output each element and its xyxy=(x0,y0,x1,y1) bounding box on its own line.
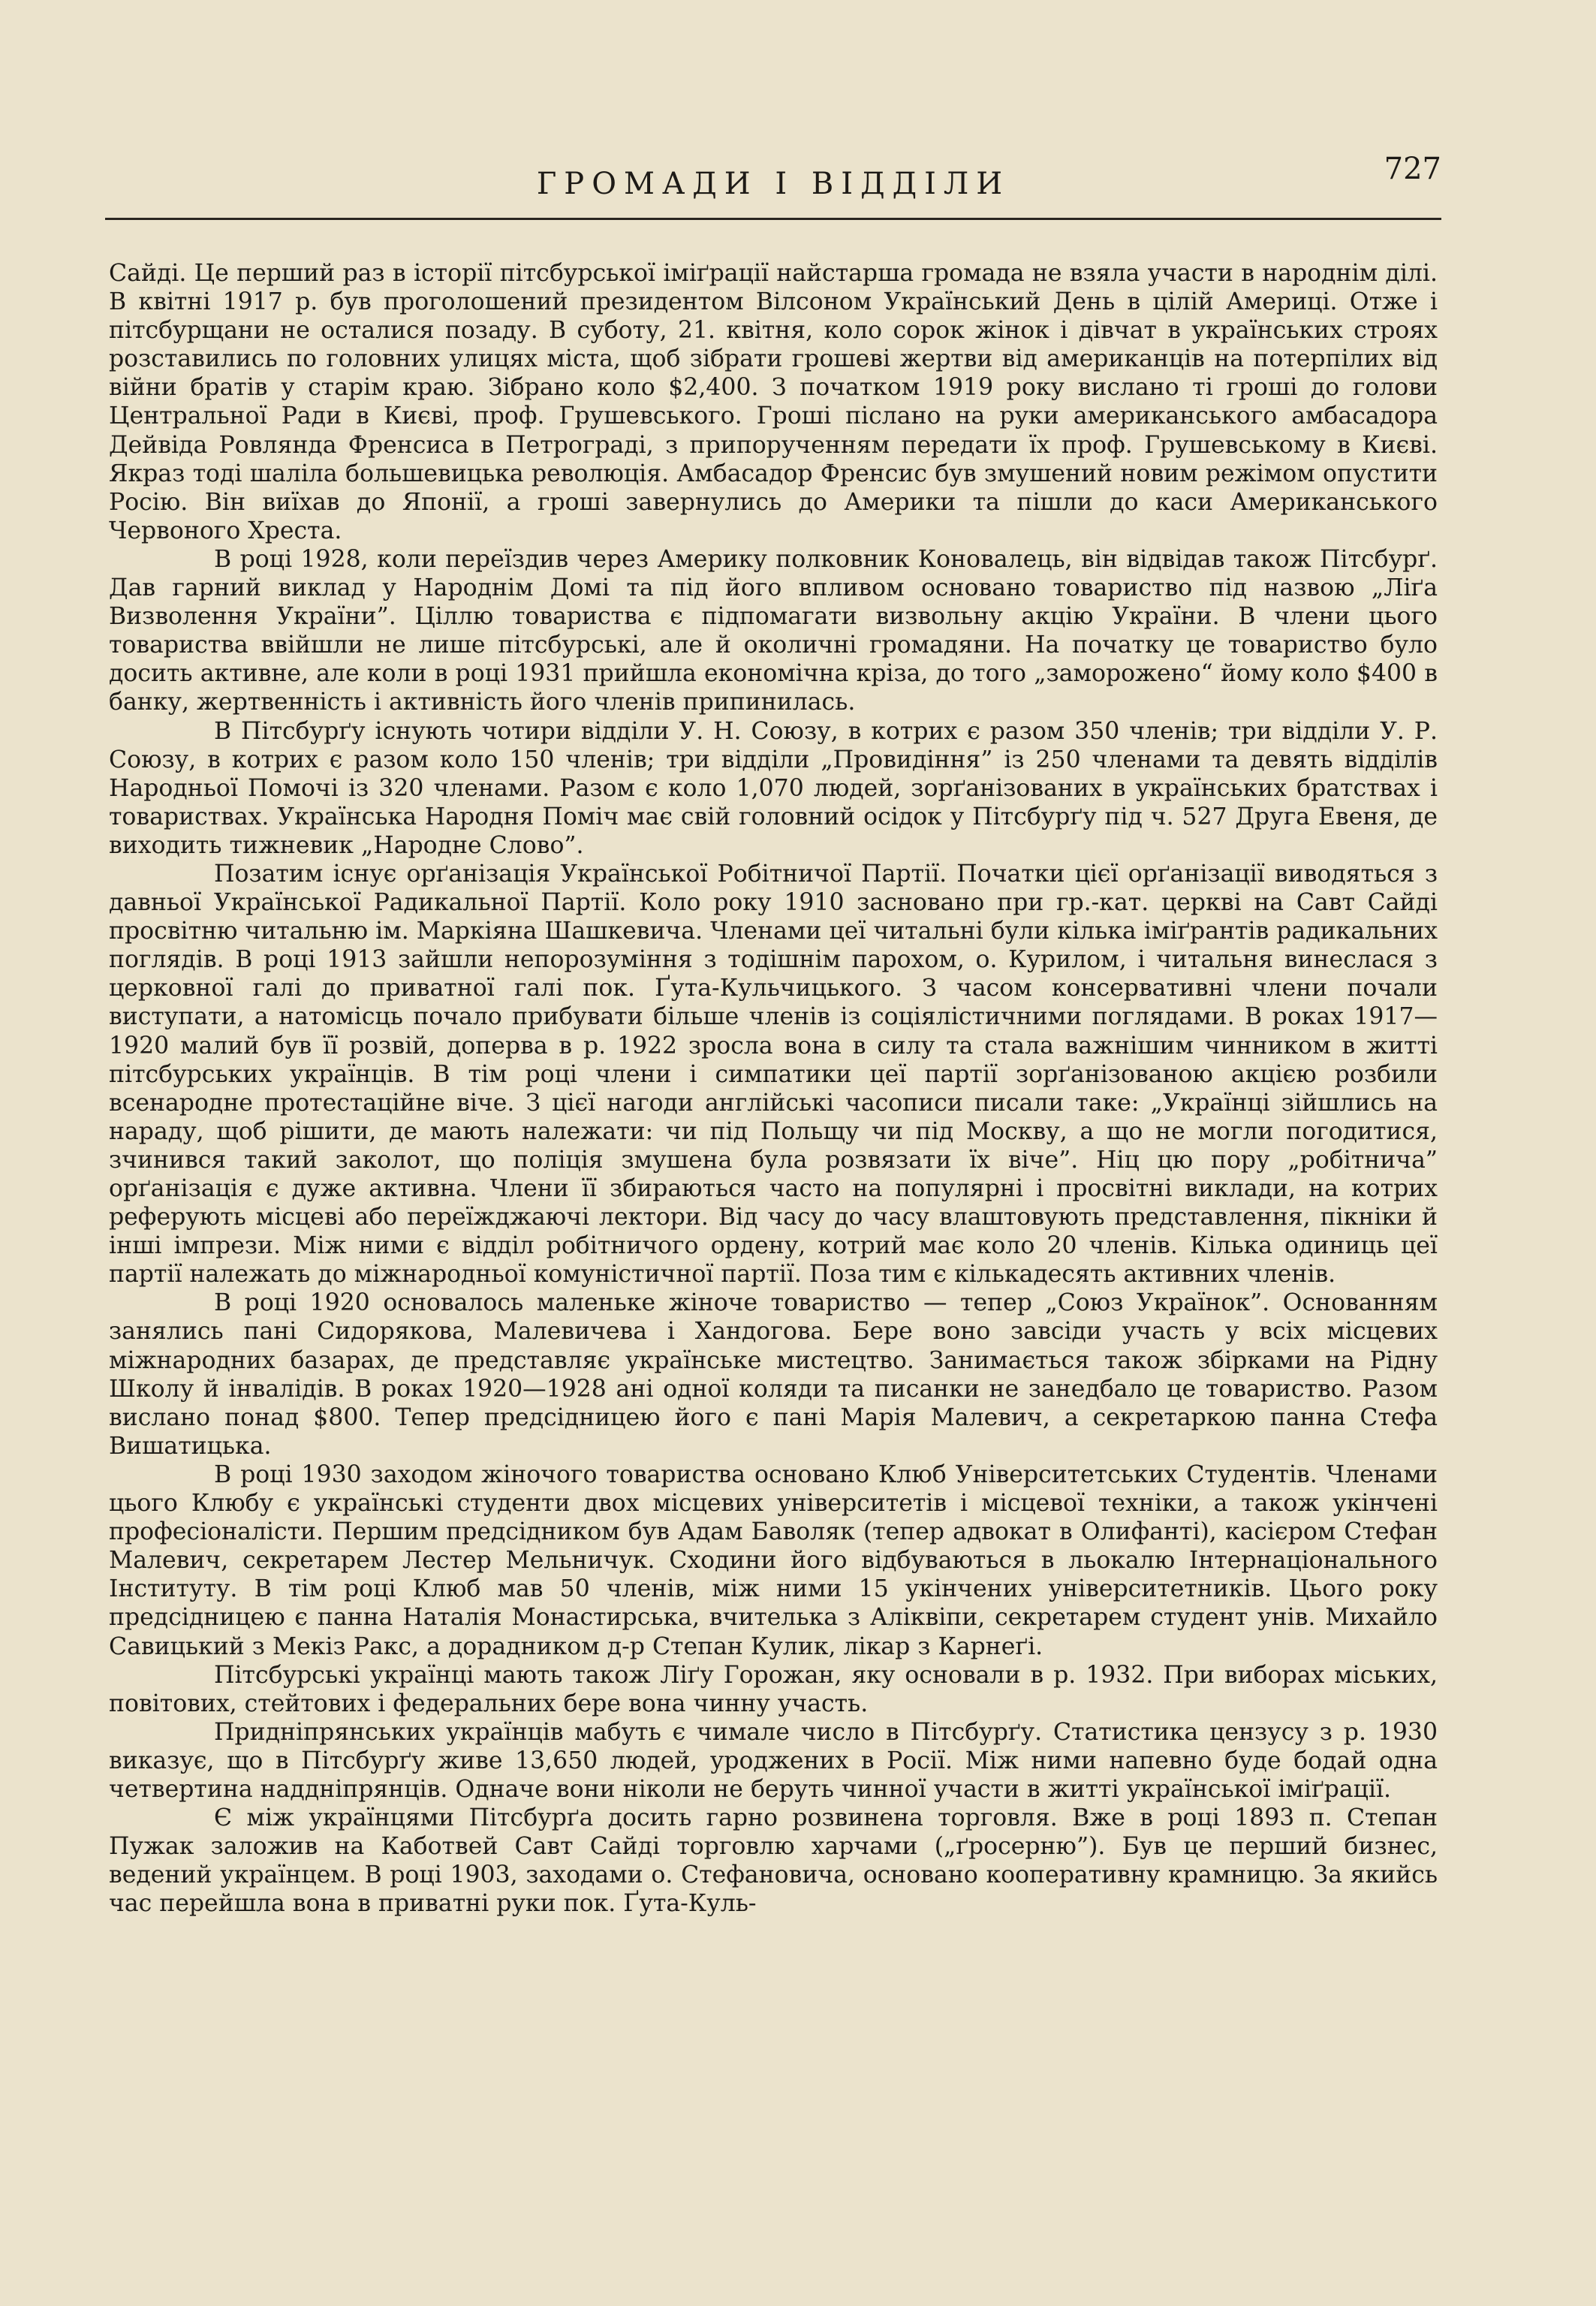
paragraph: В році 1920 основалось маленьке жіноче товариство — тепер „Союз Українок”. Основанням занялись пані Сидорякова, Малевичева і Хандогова. Бере воно завсіди участь у всіх місцевих міжнародних базарах, де представляє українське мистецтво. Занимається також збірками на Рідну Школу й інвалідів. В роках 1920—1928 ані одної коляди та писанки не занедбало це товариство. Разом вислано понад $800. Тепер предсідницею його є пані Марія Малевич, а секретаркою панна Стефа Вишатицька. xyxy=(109,1289,1438,1460)
running-title: ГРОМАДИ І ВІДДІЛИ xyxy=(536,167,1010,201)
page-number: 727 xyxy=(1384,152,1441,186)
paragraph: В Пітсбурґу існують чотири відділи У. Н. Союзу, в котрих є разом 350 членів; три відділи У. Р. Союзу, в котрих є разом коло 150 членів; три відділи „Провидіння” із 250 членами та девять відділів Народньої Помочі із 320 членами. Разом є коло 1,070 людей, зорґанізованих в українських братствах і товариствах. Українська Народня Поміч має свій головний осідок у Пітсбурґу під ч. 527 Друга Евеня, де виходить тижневик „Народне Слово”. xyxy=(109,717,1438,859)
running-head xyxy=(105,150,1441,220)
paragraph: Сайді. Це перший раз в історії пітсбурської іміґрації найстарша громада не взяла участи в народнім ділі. В квітні 1917 р. був проголошений президентом Вілсоном Український День в цілій Америці. Отже і пітсбурщани не осталися позаду. В суботу, 21. квітня, коло сорок жінок і дівчат в українських строях розставились по головних улицях міста, щоб зібрати грошеві жертви від американців на потерпілих від війни братів у старім краю. Зібрано коло $2,400. З початком 1919 року вислано ті гроші до голови Центральної Ради в Києві, проф. Грушевського. Гроші післано на руки американського амбасадора Дейвіда Ровлянда Френсиса в Петрограді, з припорученням передати їх проф. Грушевському в Києві. Якраз тоді шаліла большевицька революція. Амбасадор Френсис був змушений новим режімом опустити Росію. Він виїхав до Японії, а гроші завернулись до Америки та пішли до каси Американського Червоного Хреста. xyxy=(109,260,1438,544)
paragraph: В році 1930 заходом жіночого товариства основано Клюб Університетських Студентів. Членами цього Клюбу є українські студенти двох місцевих університетів і місцевої техніки, а також укінчені професіоналісти. Першим предсідником був Адам Баволяк (тепер адвокат в Олифанті), касієром Стефан Малевич, секретарем Лестер Мельничук. Сходини його відбуваються в льокалю Інтернаціонального Інституту. В тім році Клюб мав 50 членів, між ними 15 укінчених університетників. Цього року предсідницею є панна Наталія Монастирська, вчителька з Аліквіпи, секретарем студент унів. Михайло Савицький з Мекіз Ракс, а дорадником д-р Степан Кулик, лікар з Карнеґі. xyxy=(109,1460,1438,1660)
paragraph: Є між українцями Пітсбурґа досить гарно розвинена торговля. Вже в році 1893 п. Степан Пужак заложив на Каботвей Савт Сайді торговлю харчами („ґросерню”). Був це перший бизнес, ведений українцем. В році 1903, заходами о. Стефановича, основано кооперативну крамницю. За якийсь час перейшла вона в приватні руки пок. Ґута-Куль- xyxy=(109,1804,1438,1918)
paragraph: В році 1928, коли переїздив через Америку полковник Коновалець, він відвідав також Пітсбурґ. Дав гарний виклад у Народнім Домі та під його впливом основано товариство під назвою „Ліґа Визволення України”. Ціллю товариства є підпомагати визвольну акцію України. В члени цього товариства ввійшли не лише пітсбурські, але й околичні громадяни. На початку це товариство було досить активне, але коли в році 1931 прийшла економічна кріза, до того „заморожено“ йому коло $400 в банку, жертвенність і активність його членів припинилась. xyxy=(109,545,1438,716)
paragraph: Пітсбурські українці мають також Ліґу Горожан, яку основали в р. 1932. При виборах міських, повітових, стейтових і федеральних бере вона чинну участь. xyxy=(109,1661,1438,1717)
body-text xyxy=(109,259,1438,1918)
paragraph: Позатим існує орґанізація Української Робітничої Партії. Початки цієї орґанізації виводяться з давньої Української Радикальної Партії. Коло року 1910 засновано при гр.-кат. церкві на Савт Сайді просвітню читальню ім. Маркіяна Шашкевича. Членами цеї читальні були кілька іміґрантів радикальних поглядів. В році 1913 зайшли непорозуміння з тодішнім парохом, о. Курилом, і читальня винеслася з церковної галі до приватної галі пок. Ґута-Кульчицького. З часом консервативні члени почали виступати, а натомісць почало прибувати більше членів із соціялістичними поглядами. В роках 1917—1920 малий був її розвій, доперва в р. 1922 зросла вона в силу та стала важнішим чинником в житті пітсбурських українців. В тім році члени і симпатики цеї партії зорґанізованою акцією розбили всенародне протестаційне віче. З цієї нагоди англійські часописи писали таке: „Українці зійшлись на нараду, щоб рішити, де мають належати: чи під Польщу чи під Москву, а що не могли погодитися, зчинився такий заколот, що поліція змушена була розвязати їх віче”. Ніц цю пору „робітнича” орґанізація є дуже активна. Члени її збираються часто на популярні і просвітні виклади, на котрих реферують місцеві або переїжджаючі лектори. Від часу до часу влаштовують представлення, пікніки й інші імпрези. Між ними є відділ робітничого ордену, котрий має коло 20 членів. Кілька одиниць цеї партії належать до міжнародньої комуністичної партії. Поза тим є кількадесять активних членів. xyxy=(109,860,1438,1289)
paragraph: Придніпрянських українців мабуть є чимале число в Пітсбурґу. Статистика цензусу з р. 1930 виказує, що в Пітсбурґу живе 13,650 людей, уроджених в Росії. Між ними напевно буде бодай одна четвертина наддніпрянців. Одначе вони ніколи не беруть чинної участи в житті української іміґрації. xyxy=(109,1718,1438,1803)
